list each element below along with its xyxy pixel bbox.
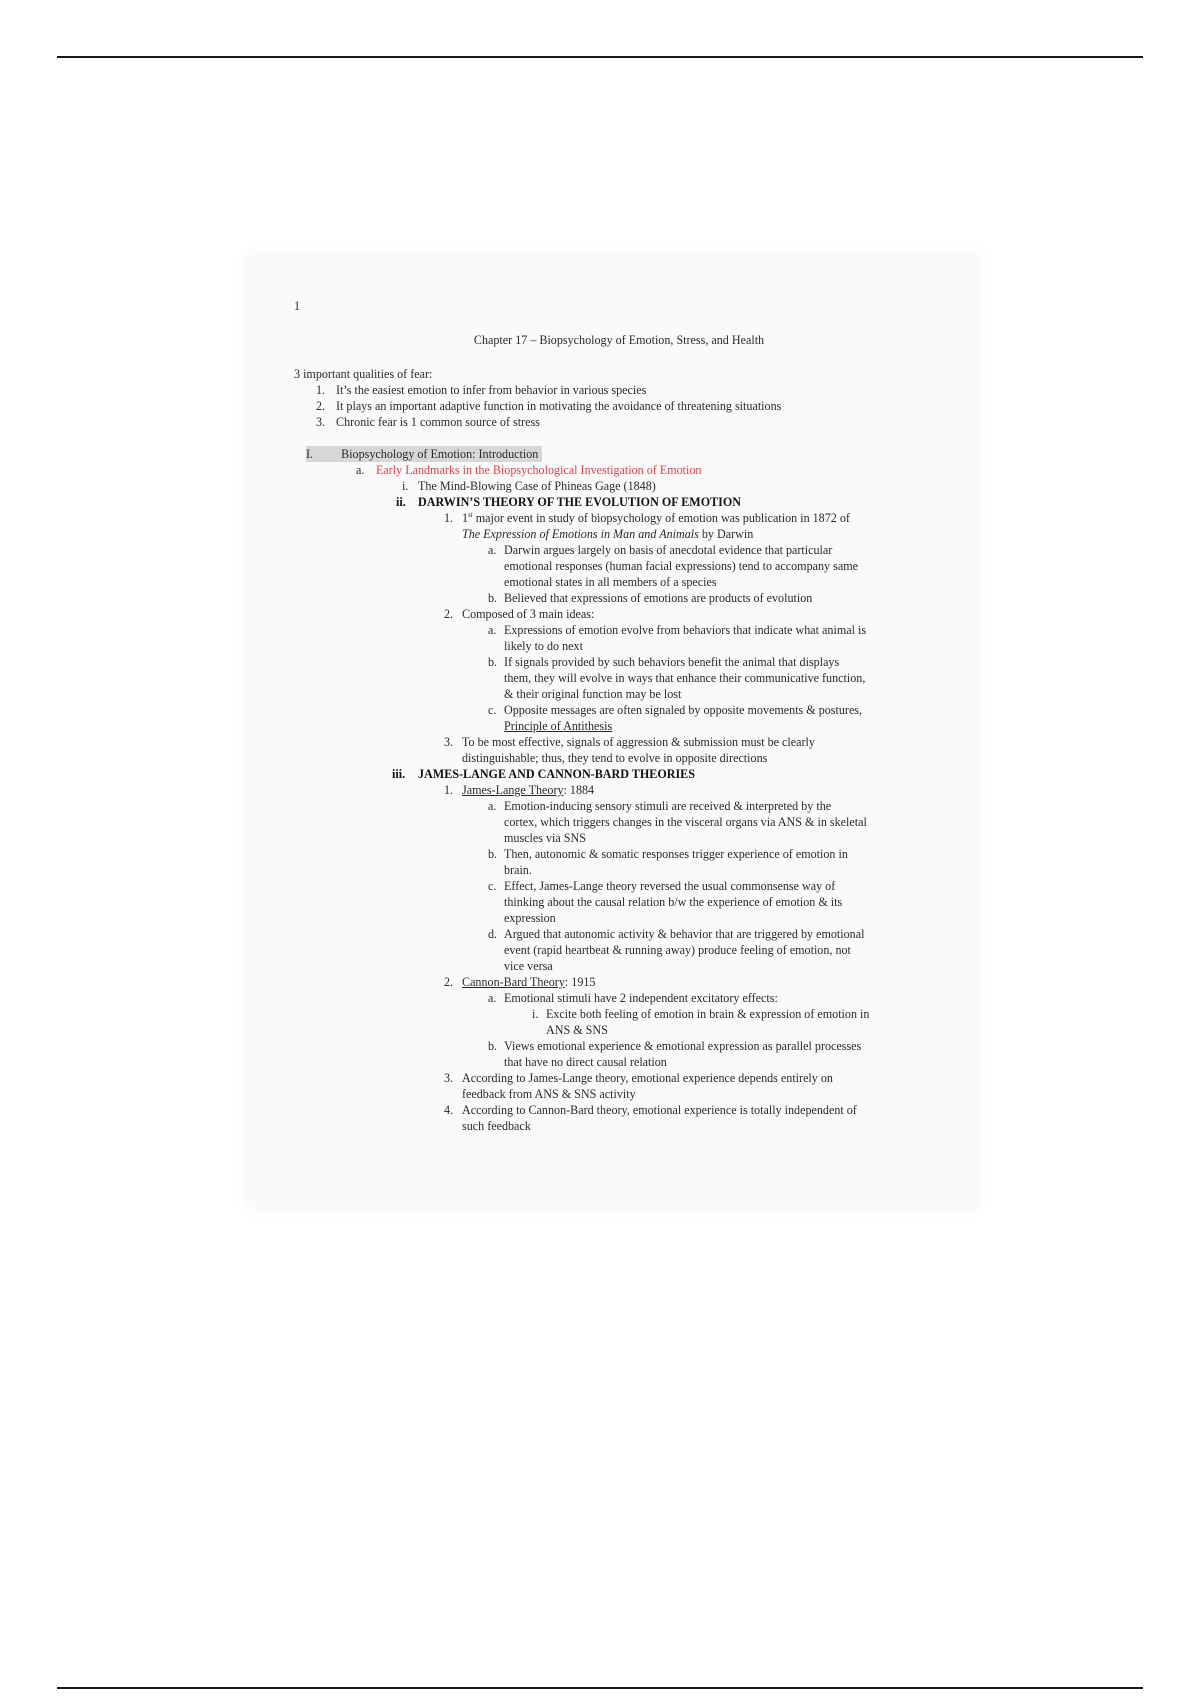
list-item-cont: likely to do next <box>504 639 583 653</box>
topic-heading: DARWIN’S THEORY OF THE EVOLUTION OF EMOTION <box>418 495 742 509</box>
list-item: Emotional stimuli have 2 independent excitatory effects: <box>504 991 778 1005</box>
list-marker: 1. <box>316 383 326 397</box>
list-item-cont: brain. <box>504 863 532 877</box>
list-item: The Mind-Blowing Case of Phineas Gage (1848) <box>418 479 656 493</box>
list-marker: a. <box>488 623 497 637</box>
list-marker: 1. <box>444 783 454 797</box>
document-title: Chapter 17 – Biopsychology of Emotion, Stress, and Health <box>473 333 765 347</box>
subsection-heading: Early Landmarks in the Biopsychological Investigation of Emotion <box>376 463 702 477</box>
list-marker: 4. <box>444 1103 454 1117</box>
list-item: If signals provided by such behaviors benefit the animal that displays <box>504 655 840 669</box>
list-item-cont: feedback from ANS & SNS activity <box>462 1087 636 1101</box>
list-item-cont: distinguishable; thus, they tend to evolve in opposite directions <box>462 751 768 765</box>
list-marker: 1. <box>444 511 454 525</box>
section-marker: I. <box>306 447 314 461</box>
list-item-cont: event (rapid heartbeat & running away) produce feeling of emotion, not <box>504 943 851 957</box>
list-item: Darwin argues largely on basis of anecdotal evidence that particular <box>504 543 833 557</box>
list-marker: c. <box>488 879 497 893</box>
term-principle-of-antithesis: Principle of Antithesis <box>504 719 613 733</box>
list-item-cont: The Expression of Emotions in Man and Animals by Darwin <box>462 527 754 541</box>
list-item: According to Cannon-Bard theory, emotional experience is totally independent of <box>462 1103 857 1117</box>
list-marker: ii. <box>396 495 406 509</box>
page-number: 1 <box>294 299 301 313</box>
list-item-cont: that have no direct causal relation <box>504 1055 667 1069</box>
list-item: Argued that autonomic activity & behavior that are triggered by emotional <box>504 927 865 941</box>
list-item: Views emotional experience & emotional expression as parallel processes <box>504 1039 862 1053</box>
section-heading <box>306 446 542 462</box>
list-marker: 2. <box>444 975 454 989</box>
list-item: According to James-Lange theory, emotional experience depends entirely on <box>462 1071 833 1085</box>
topic-heading: JAMES-LANGE AND CANNON-BARD THEORIES <box>418 767 695 781</box>
list-item: Cannon-Bard Theory: 1915 <box>462 975 596 989</box>
list-marker: iii. <box>392 767 406 781</box>
list-item: It plays an important adaptive function in motivating the avoidance of threatening situations <box>336 399 782 413</box>
list-item-cont: vice versa <box>504 959 553 973</box>
list-item-cont: them, they will evolve in ways that enhance their communicative function, <box>504 671 866 685</box>
list-item-cont: thinking about the causal relation b/w the experience of emotion & its <box>504 895 843 909</box>
list-item: Then, autonomic & somatic responses trigger experience of emotion in <box>504 847 848 861</box>
list-item: Composed of 3 main ideas: <box>462 607 595 621</box>
list-marker: d. <box>488 927 498 941</box>
list-item: James-Lange Theory: 1884 <box>462 783 595 797</box>
list-item: Expressions of emotion evolve from behaviors that indicate what animal is <box>504 623 867 637</box>
list-marker: 3. <box>444 735 454 749</box>
intro-text: 3 important qualities of fear: <box>294 367 433 381</box>
list-item-cont: muscles via SNS <box>504 831 586 845</box>
list-marker: i. <box>402 479 409 493</box>
list-marker: 2. <box>444 607 454 621</box>
list-item-cont: cortex, which triggers changes in the visceral organs via ANS & in skeletal <box>504 815 867 829</box>
list-item-cont: ANS & SNS <box>546 1023 608 1037</box>
list-item: Opposite messages are often signaled by opposite movements & postures, <box>504 703 863 717</box>
list-marker: b. <box>488 847 498 861</box>
list-item: It’s the easiest emotion to infer from behavior in various species <box>336 383 647 397</box>
list-item-cont: & their original function may be lost <box>504 687 682 701</box>
list-item-cont: emotional responses (human facial expressions) tend to accompany same <box>504 559 858 573</box>
list-item: Emotion-inducing sensory stimuli are received & interpreted by the <box>504 799 832 813</box>
list-item: Effect, James-Lange theory reversed the usual commonsense way of <box>504 879 836 893</box>
list-marker: b. <box>488 591 498 605</box>
term-james-lange: James-Lange Theory <box>462 783 564 797</box>
list-marker: b. <box>488 655 498 669</box>
list-item: Believed that expressions of emotions are products of evolution <box>504 591 813 605</box>
list-marker: 2. <box>316 399 326 413</box>
list-marker: a. <box>488 991 497 1005</box>
list-marker: a. <box>488 543 497 557</box>
subsection-marker: a. <box>356 463 365 477</box>
footer-rule <box>57 1687 1143 1689</box>
list-marker: 3. <box>444 1071 454 1085</box>
list-item-cont: expression <box>504 911 556 925</box>
list-marker: c. <box>488 703 497 717</box>
list-item-cont: such feedback <box>462 1119 531 1133</box>
list-marker: 3. <box>316 415 326 429</box>
term-cannon-bard: Cannon-Bard Theory <box>462 975 565 989</box>
list-marker: i. <box>532 1007 539 1021</box>
list-marker: a. <box>488 799 497 813</box>
list-item: 1st major event in study of biopsychology of emotion was publication in 1872 of <box>462 510 850 525</box>
section-heading-text: Biopsychology of Emotion: Introduction <box>341 447 539 461</box>
list-marker: b. <box>488 1039 498 1053</box>
header-rule <box>57 56 1143 58</box>
list-item: Chronic fear is 1 common source of stress <box>336 415 540 429</box>
list-item: To be most effective, signals of aggression & submission must be clearly <box>462 735 815 749</box>
list-item-cont: emotional states in all members of a species <box>504 575 717 589</box>
list-item: Excite both feeling of emotion in brain & expression of emotion in <box>546 1007 870 1021</box>
